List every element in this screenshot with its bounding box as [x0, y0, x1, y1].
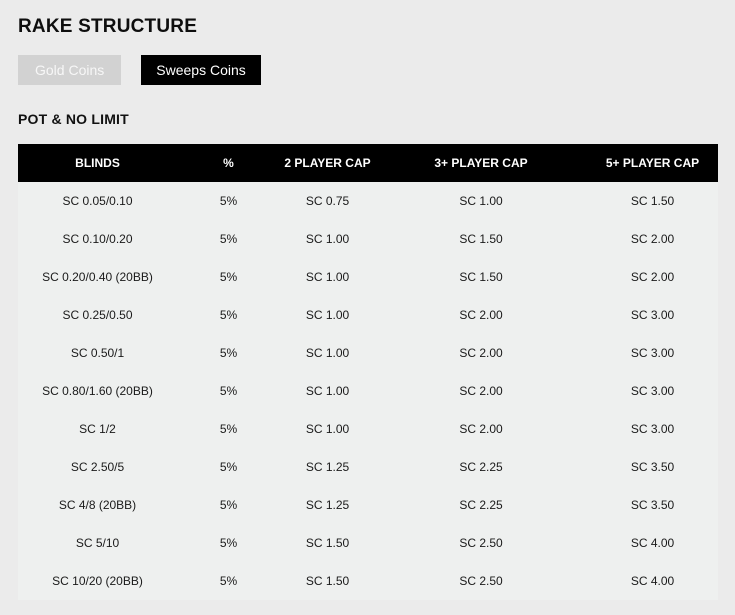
cell-2-player-cap: SC 1.50	[305, 574, 350, 588]
cell-blinds: SC 0.20/0.40 (20BB)	[42, 270, 153, 284]
cell-blinds: SC 0.25/0.50	[62, 308, 133, 322]
table-header-row	[18, 144, 718, 182]
cell-percent: 5%	[219, 574, 238, 588]
cell-5-plus-player-cap: SC 1.50	[630, 194, 675, 208]
cell-blinds: SC 0.10/0.20	[62, 232, 133, 246]
cell-5-plus-player-cap: SC 2.00	[630, 232, 675, 246]
cell-2-player-cap: SC 0.75	[305, 194, 350, 208]
cell-3-plus-player-cap: SC 2.25	[459, 460, 503, 474]
page-title: RAKE STRUCTURE	[18, 16, 198, 37]
cell-2-player-cap: SC 1.00	[305, 422, 350, 436]
section-title: POT & NO LIMIT	[18, 111, 129, 127]
tab-sweeps-coins[interactable]: Sweeps Coins	[141, 55, 261, 85]
cell-5-plus-player-cap: SC 3.00	[630, 346, 675, 360]
cell-3-plus-player-cap: SC 2.00	[459, 384, 503, 398]
cell-percent: 5%	[219, 422, 238, 436]
cell-blinds: SC 0.50/1	[70, 346, 125, 360]
cell-percent: 5%	[219, 308, 238, 322]
cell-percent: 5%	[219, 498, 238, 512]
cell-blinds: SC 5/10	[75, 536, 120, 550]
cell-blinds: SC 4/8 (20BB)	[58, 498, 137, 512]
cell-percent: 5%	[219, 270, 238, 284]
cell-percent: 5%	[219, 384, 238, 398]
table-row	[18, 562, 718, 600]
table-row	[18, 220, 718, 258]
cell-2-player-cap: SC 1.25	[305, 498, 350, 512]
cell-2-player-cap: SC 1.00	[305, 270, 350, 284]
cell-blinds: SC 0.80/1.60 (20BB)	[42, 384, 153, 398]
cell-5-plus-player-cap: SC 2.00	[630, 270, 675, 284]
cell-percent: 5%	[219, 346, 238, 360]
header-3-plus-player-cap: 3+ PLAYER CAP	[434, 156, 528, 170]
cell-percent: 5%	[219, 232, 238, 246]
cell-2-player-cap: SC 1.25	[305, 460, 350, 474]
cell-3-plus-player-cap: SC 2.25	[459, 498, 503, 512]
coin-type-tabs	[18, 55, 261, 85]
cell-5-plus-player-cap: SC 4.00	[630, 536, 675, 550]
cell-blinds: SC 1/2	[79, 422, 116, 436]
table-row	[18, 334, 718, 372]
table-row	[18, 258, 718, 296]
cell-3-plus-player-cap: SC 1.50	[459, 270, 503, 284]
table-row	[18, 524, 718, 562]
cell-3-plus-player-cap: SC 2.00	[459, 308, 503, 322]
cell-3-plus-player-cap: SC 1.50	[459, 232, 503, 246]
cell-percent: 5%	[219, 460, 238, 474]
tab-gold-coins[interactable]: Gold Coins	[18, 55, 121, 85]
table-row	[18, 486, 718, 524]
cell-3-plus-player-cap: SC 2.50	[459, 574, 503, 588]
cell-5-plus-player-cap: SC 4.00	[630, 574, 675, 588]
cell-blinds: SC 10/20 (20BB)	[52, 574, 143, 588]
cell-5-plus-player-cap: SC 3.50	[630, 460, 675, 474]
cell-blinds: SC 0.05/0.10	[62, 194, 133, 208]
cell-5-plus-player-cap: SC 3.00	[630, 308, 675, 322]
cell-5-plus-player-cap: SC 3.00	[630, 422, 675, 436]
cell-2-player-cap: SC 1.00	[305, 308, 350, 322]
header-5-plus-player-cap: 5+ PLAYER CAP	[605, 156, 700, 170]
rake-table	[18, 144, 718, 600]
cell-5-plus-player-cap: SC 3.00	[630, 384, 675, 398]
cell-2-player-cap: SC 1.00	[305, 346, 350, 360]
table-row	[18, 372, 718, 410]
cell-percent: 5%	[219, 536, 238, 550]
header-percent: %	[223, 156, 234, 170]
table-row	[18, 448, 718, 486]
cell-3-plus-player-cap: SC 2.00	[459, 422, 503, 436]
cell-3-plus-player-cap: SC 1.00	[459, 194, 503, 208]
header-2-player-cap: 2 PLAYER CAP	[284, 156, 371, 170]
cell-3-plus-player-cap: SC 2.00	[459, 346, 503, 360]
cell-percent: 5%	[219, 194, 238, 208]
cell-blinds: SC 2.50/5	[70, 460, 125, 474]
table-row	[18, 410, 718, 448]
cell-2-player-cap: SC 1.00	[305, 232, 350, 246]
cell-2-player-cap: SC 1.00	[305, 384, 350, 398]
table-row	[18, 182, 718, 220]
cell-3-plus-player-cap: SC 2.50	[459, 536, 503, 550]
table-row	[18, 296, 718, 334]
cell-5-plus-player-cap: SC 3.50	[630, 498, 675, 512]
cell-2-player-cap: SC 1.50	[305, 536, 350, 550]
header-blinds: BLINDS	[75, 156, 120, 170]
